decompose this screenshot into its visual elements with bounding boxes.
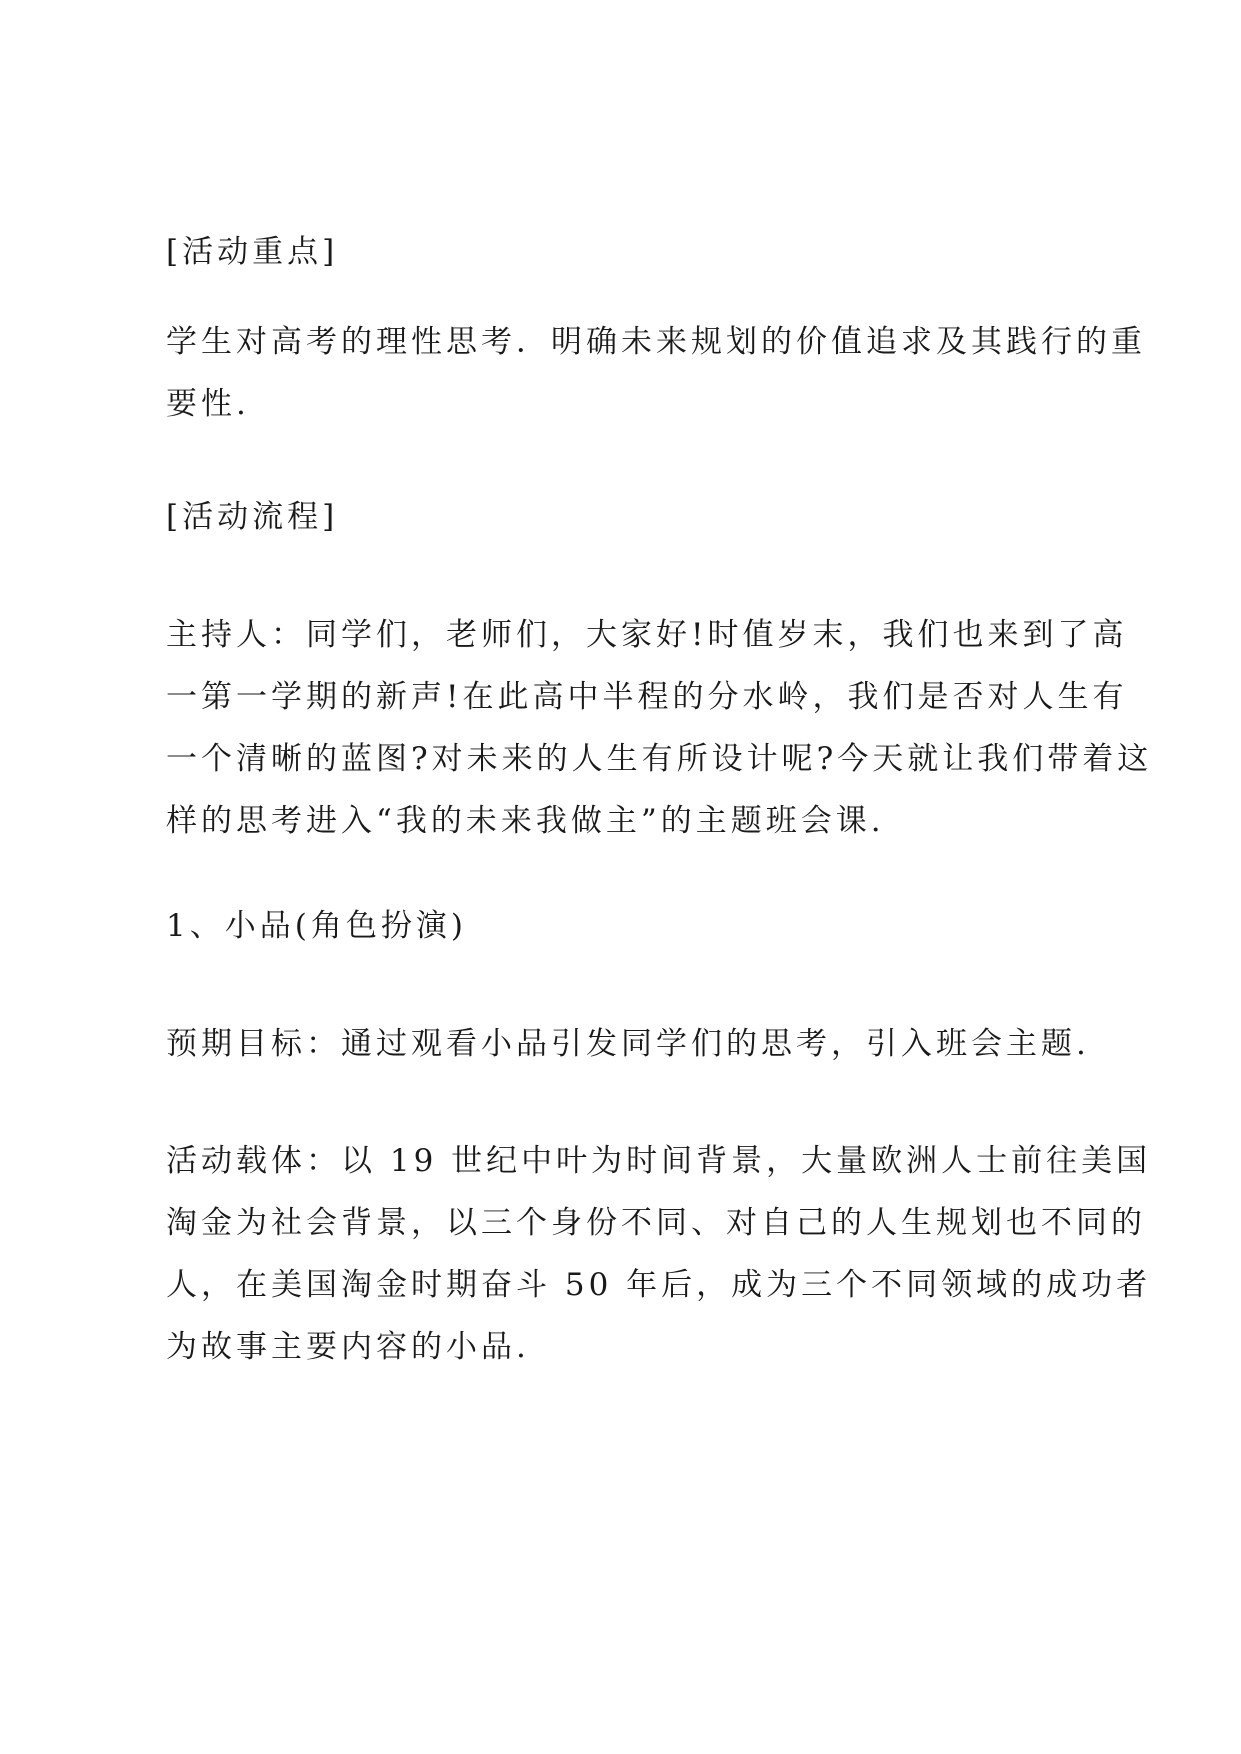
- text-line: 样的思考进入“我的未来我做主”的主题班会课.: [166, 803, 885, 839]
- text-line: 淘金为社会背景，以三个身份不同、对自己的人生规划也不同的: [166, 1205, 1146, 1241]
- text-line: 活动载体：以 19 世纪中叶为时间背景，大量欧洲人士前往美国: [166, 1143, 1152, 1179]
- heading-activity-flow: [活动流程]: [166, 499, 339, 535]
- text-line: 一个清晰的蓝图?对未来的人生有所设计呢?今天就让我们带着这: [166, 741, 1153, 777]
- text-line: 为故事主要内容的小品.: [166, 1329, 530, 1365]
- section-heading-skit: 1、小品(角色扮演): [166, 908, 467, 944]
- paragraph-activity-carrier: [166, 1130, 1152, 1378]
- heading-activity-focus: [活动重点]: [166, 234, 339, 270]
- paragraph-expected-goal: 预期目标：通过观看小品引发同学们的思考，引入班会主题.: [166, 1026, 1090, 1062]
- text-line: 学生对高考的理性思考．明确未来规划的价值追求及其践行的重: [166, 324, 1146, 360]
- text-line: 要性.: [166, 386, 250, 422]
- text-line: 主持人：同学们，老师们，大家好!时值岁末，我们也来到了高: [166, 617, 1128, 653]
- paragraph-host-opening: [166, 604, 1153, 852]
- text-line: 一第一学期的新声!在此高中半程的分水岭，我们是否对人生有: [166, 679, 1128, 715]
- paragraph-activity-focus: [166, 311, 1146, 435]
- text-line: 人，在美国淘金时期奋斗 50 年后，成为三个不同领域的成功者: [166, 1267, 1152, 1303]
